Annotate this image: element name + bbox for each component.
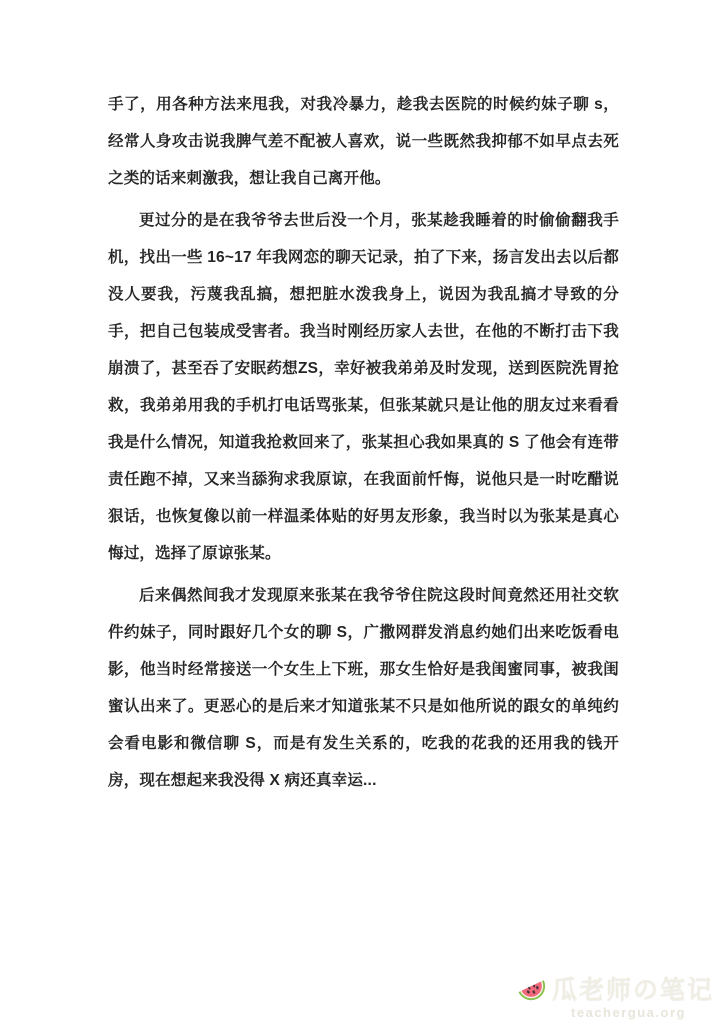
watermark-row [515, 970, 714, 1006]
watermark-url: teachergua.org [571, 1005, 686, 1020]
document-body [108, 86, 619, 799]
watermelon-icon [515, 971, 549, 1005]
watermark [515, 970, 714, 1020]
paragraph-1: 手了，用各种方法来甩我，对我冷暴力，趁我去医院的时候约妹子聊 s，经常人身攻击说我脾气差不配被人喜欢，说一些既然我抑郁不如早点去死之类的话来刺激我，想让我自己离开他。 [108, 96, 619, 187]
paragraph-2: 更过分的是在我爷爷去世后没一个月，张某趁我睡着的时偷偷翻我手机，找出一些 16~17 年我网恋的聊天记录，拍了下来，扬言发出去以后都没人要我，污蔑我乱搞，想把脏水泼我身上，说因为我乱搞才导致的分手，把自己包装成受害者。我当时刚经历家人去世，在他的不断打击下我崩溃了，甚至吞了安眠药想ZS，幸好被我弟弟及时发现，送到医院洗胃抢救，我弟弟用我的手机打电话骂张某，但张某就只是让他的朋友过来看看我是什么情况，知道我抢救回来了，张某担心我如果真的 S 了他会有连带责任跑不掉，又来当舔狗求我原谅，在我面前忏悔，说他只是一时吃醋说狠话，也恢复像以前一样温柔体贴的好男友形象，我当时以为张某是真心悔过，选择了原谅张某。 [108, 212, 619, 562]
watermark-title: 瓜老师の笔记 [551, 976, 714, 1004]
paragraph-3: 后来偶然间我才发现原来张某在我爷爷住院这段时间竟然还用社交软件约妹子，同时跟好几个女的聊 S，广撒网群发消息约她们出来吃饭看电影，他当时经常接送一个女生上下班，那女生恰好是我闺蜜同事，被我闺蜜认出来了。更恶心的是后来才知道张某不只是如他所说的跟女的单纯约会看电影和微信聊 S，而是有发生关系的，吃我的花我的还用我的钱开房，现在想起来我没得 X 病还真幸运... [108, 587, 619, 789]
